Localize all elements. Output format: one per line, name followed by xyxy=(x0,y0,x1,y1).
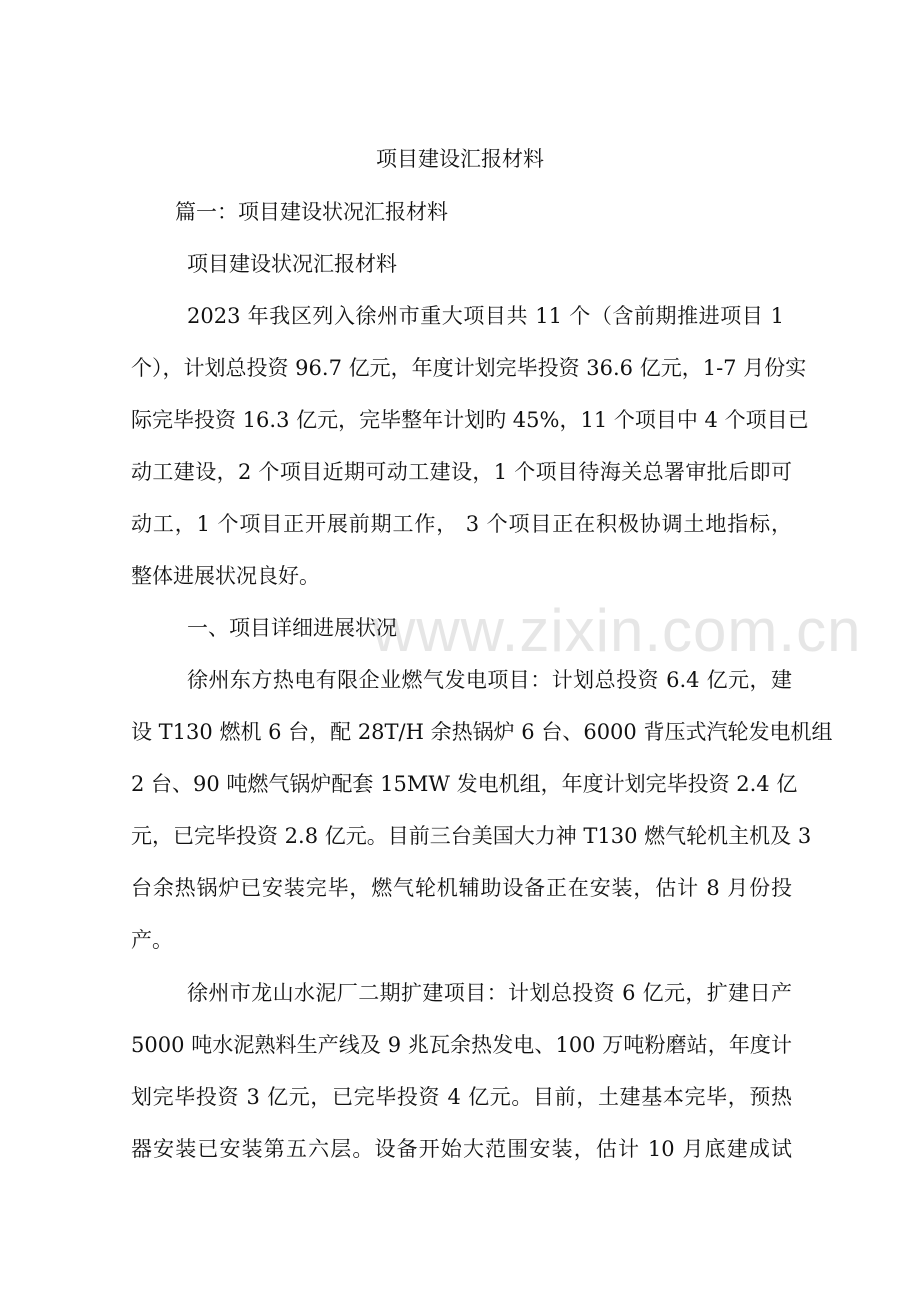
paragraph1-line: 整体进展状况良好。 xyxy=(131,564,320,588)
paragraph2-line: 设 T130 燃机 6 台，配 28T/H 余热锅炉 6 台、6000 背压式汽轮发电机组 xyxy=(131,720,833,744)
paragraph3-line: 徐州市龙山水泥厂二期扩建项目：计划总投资 6 亿元，扩建日产 xyxy=(187,981,792,1005)
paragraph1-line: 2023 年我区列入徐州市重大项目共 11 个（含前期推进项目 1 xyxy=(187,304,784,328)
paragraph2-line: 2 台、90 吨燃气锅炉配套 15MW 发电机组，年度计划完毕投资 2.4 亿 xyxy=(131,772,798,796)
paragraph1-line: 动工建设，2 个项目近期可动工建设，1 个项目待海关总署审批后即可 xyxy=(131,460,792,484)
paragraph2-line: 产。 xyxy=(131,928,173,952)
paragraph2-line: 徐州东方热电有限企业燃气发电项目：计划总投资 6.4 亿元，建 xyxy=(187,668,792,692)
paragraph2-line: 台余热锅炉已安装完毕，燃气轮机辅助设备正在安装，估计 8 月份投 xyxy=(131,876,792,900)
paragraph1-line: 动工，1 个项目正开展前期工作， 3 个项目正在积极协调土地指标， xyxy=(131,512,792,536)
document-title: 项目建设汇报材料 xyxy=(376,147,544,171)
section-heading: 一、项目详细进展状况 xyxy=(187,616,397,640)
paragraph2-line: 元，已完毕投资 2.8 亿元。目前三台美国大力神 T130 燃气轮机主机及 3 xyxy=(131,824,812,848)
chapter-heading: 篇一：项目建设状况汇报材料 xyxy=(175,200,448,224)
paragraph3-line: 5000 吨水泥熟料生产线及 9 兆瓦余热发电、100 万吨粉磨站，年度计 xyxy=(131,1033,792,1057)
paragraph3-line: 器安装已安装第五六层。设备开始大范围安装，估计 10 月底建成试 xyxy=(131,1137,792,1161)
watermark: www.zixin.com.cn xyxy=(372,597,862,664)
paragraph3-line: 划完毕投资 3 亿元，已完毕投资 4 亿元。目前，土建基本完毕，预热 xyxy=(131,1085,792,1109)
paragraph1-line: 个），计划总投资 96.7 亿元，年度计划完毕投资 36.6 亿元，1-7 月份实 xyxy=(131,356,807,380)
paragraph1-line: 际完毕投资 16.3 亿元，完毕整年计划旳 45%，11 个项目中 4 个项目已 xyxy=(131,408,809,432)
sub-heading: 项目建设状况汇报材料 xyxy=(187,252,397,276)
